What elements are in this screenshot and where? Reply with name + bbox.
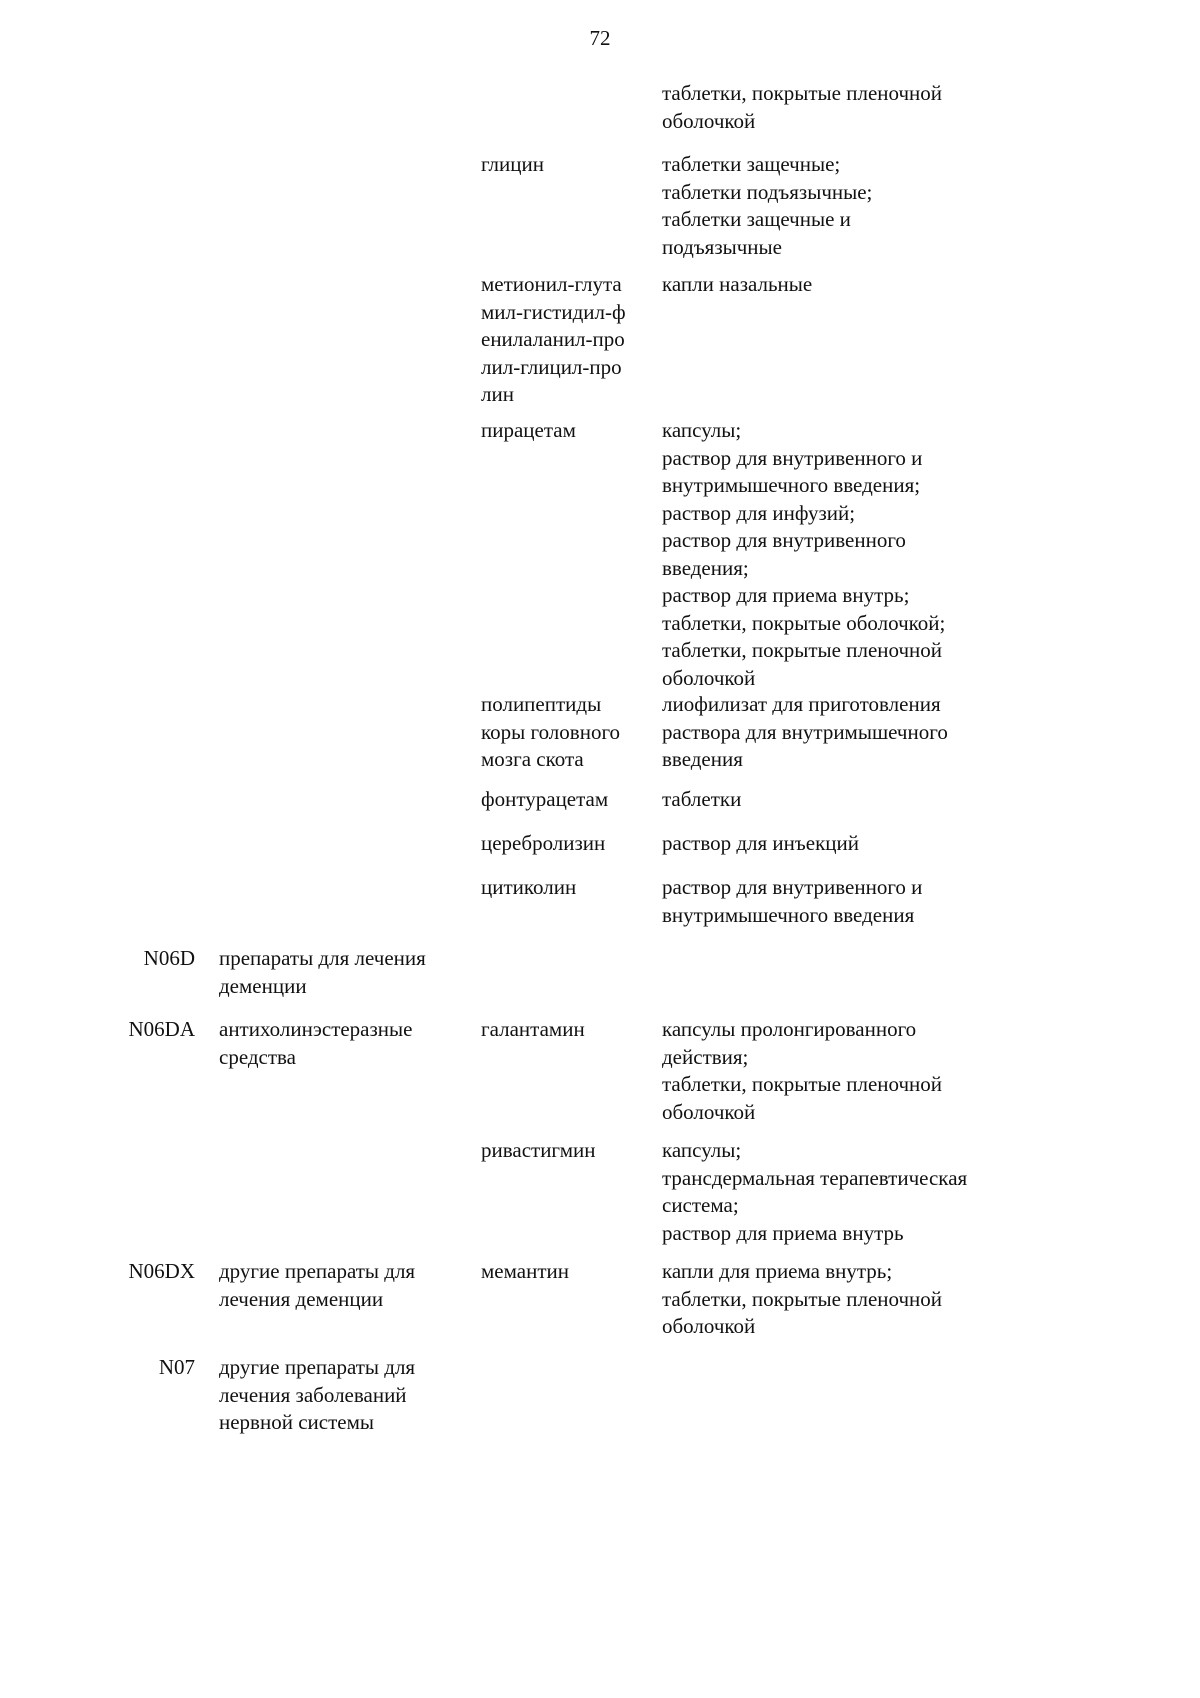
atc-code: N07 — [158, 1355, 195, 1379]
dosage-forms-line: таблетки, покрытые пленочной — [662, 1286, 943, 1311]
dosage-forms-line: введения — [662, 747, 743, 771]
dosage-forms-line: капли назальные — [662, 272, 813, 296]
drug-name — [481, 1016, 655, 1044]
group-name-line: деменции — [219, 973, 307, 998]
dosage-forms-line: капсулы; — [662, 1138, 742, 1162]
dosage-forms-line: оболочкой — [662, 1099, 756, 1124]
drug-name-line: мемантин — [481, 1259, 569, 1283]
drug-name — [481, 830, 655, 858]
dosage-forms-line: капсулы пролонгированного — [662, 1017, 917, 1041]
group-name — [219, 1016, 467, 1071]
drug-name — [481, 874, 655, 902]
drug-name — [481, 1137, 655, 1165]
drug-name — [481, 691, 655, 774]
dosage-forms — [662, 80, 1062, 135]
drug-name-line: мил-гистидил-ф — [481, 299, 626, 324]
drug-name-line: пирацетам — [481, 418, 576, 442]
dosage-forms-line: раствор для внутривенного и — [662, 445, 923, 470]
dosage-forms-line: действия; — [662, 1044, 749, 1069]
dosage-forms-line: внутримышечного введения; — [662, 473, 921, 497]
dosage-forms — [662, 1016, 1062, 1126]
drug-name-line: енилаланил-про — [481, 327, 625, 351]
drug-name-line: галантамин — [481, 1017, 585, 1041]
drug-name — [481, 1258, 655, 1286]
drug-name-line: ривастигмин — [481, 1138, 596, 1162]
atc-code: N06D — [143, 946, 195, 970]
dosage-forms — [662, 417, 1062, 692]
group-name — [219, 1258, 467, 1313]
drug-name — [481, 417, 655, 445]
group-name-line: лечения заболеваний — [219, 1382, 407, 1407]
drug-name-line: коры головного — [481, 719, 621, 744]
group-name-line: антихолинэстеразные — [219, 1017, 413, 1041]
dosage-forms-line: раствор для инъекций — [662, 831, 859, 855]
group-name-line: другие препараты для — [219, 1259, 416, 1283]
group-name-line: препараты для лечения — [219, 946, 426, 970]
dosage-forms-line: раствор для внутривенного — [662, 528, 906, 552]
dosage-forms — [662, 830, 1062, 858]
dosage-forms — [662, 1137, 1062, 1247]
dosage-forms-line: капли для приема внутрь; — [662, 1259, 893, 1283]
dosage-forms-line: раствора для внутримышечного — [662, 719, 948, 744]
dosage-forms-line: введения; — [662, 555, 749, 580]
group-name-line: другие препараты для — [219, 1355, 416, 1379]
dosage-forms-line: раствор для приема внутрь — [662, 1220, 904, 1245]
drug-name-line: цитиколин — [481, 875, 577, 899]
dosage-forms-line: оболочкой — [662, 1314, 756, 1338]
drug-name-line: метионил-глута — [481, 272, 622, 296]
drug-name — [481, 151, 655, 179]
group-name — [219, 945, 467, 1000]
dosage-forms-line: подъязычные — [662, 234, 782, 259]
dosage-forms — [662, 151, 1062, 261]
dosage-forms — [662, 691, 1062, 774]
dosage-forms-line: таблетки защечные и — [662, 207, 851, 231]
dosage-forms-line: раствор для внутривенного и — [662, 875, 923, 899]
dosage-forms — [662, 786, 1062, 814]
dosage-forms-line: раствор для инфузий; — [662, 500, 856, 525]
dosage-forms-line: лиофилизат для приготовления — [662, 692, 941, 716]
dosage-forms-line: оболочкой — [662, 665, 756, 690]
group-name-line: средства — [219, 1044, 297, 1069]
drug-name-line: полипептиды — [481, 692, 602, 716]
group-name-line: нервной системы — [219, 1410, 374, 1434]
dosage-forms-line: таблетки, покрытые пленочной — [662, 81, 943, 105]
drug-name-line: церебролизин — [481, 831, 606, 855]
dosage-forms-line: внутримышечного введения — [662, 902, 915, 927]
drug-name — [481, 271, 655, 409]
dosage-forms-line: капсулы; — [662, 418, 742, 442]
dosage-forms-line: таблетки — [662, 787, 742, 811]
group-name — [219, 1354, 467, 1437]
dosage-forms — [662, 874, 1062, 929]
atc-code: N06DA — [128, 1017, 195, 1041]
drug-name — [481, 786, 655, 814]
dosage-forms-line: таблетки, покрытые оболочкой; — [662, 610, 946, 635]
drug-name-line: мозга скота — [481, 747, 584, 771]
dosage-forms — [662, 271, 1062, 299]
drug-name-line: глицин — [481, 152, 544, 176]
dosage-forms-line: система; — [662, 1193, 739, 1217]
dosage-forms-line: таблетки, покрытые пленочной — [662, 638, 943, 662]
drug-name-line: фонтурацетам — [481, 787, 609, 811]
dosage-forms-line: таблетки, покрытые пленочной — [662, 1072, 943, 1096]
dosage-forms-line: раствор для приема внутрь; — [662, 583, 910, 607]
atc-code: N06DX — [128, 1259, 195, 1283]
dosage-forms — [662, 1258, 1062, 1341]
dosage-forms-line: таблетки подъязычные; — [662, 179, 873, 204]
dosage-forms-line: оболочкой — [662, 108, 756, 133]
page-number: 72 — [589, 26, 611, 50]
group-name-line: лечения деменции — [219, 1286, 384, 1311]
drug-name-line: лин — [481, 382, 514, 406]
dosage-forms-line: таблетки защечные; — [662, 152, 841, 176]
drug-name-line: лил-глицил-про — [481, 354, 622, 379]
dosage-forms-line: трансдермальная терапевтическая — [662, 1165, 968, 1190]
